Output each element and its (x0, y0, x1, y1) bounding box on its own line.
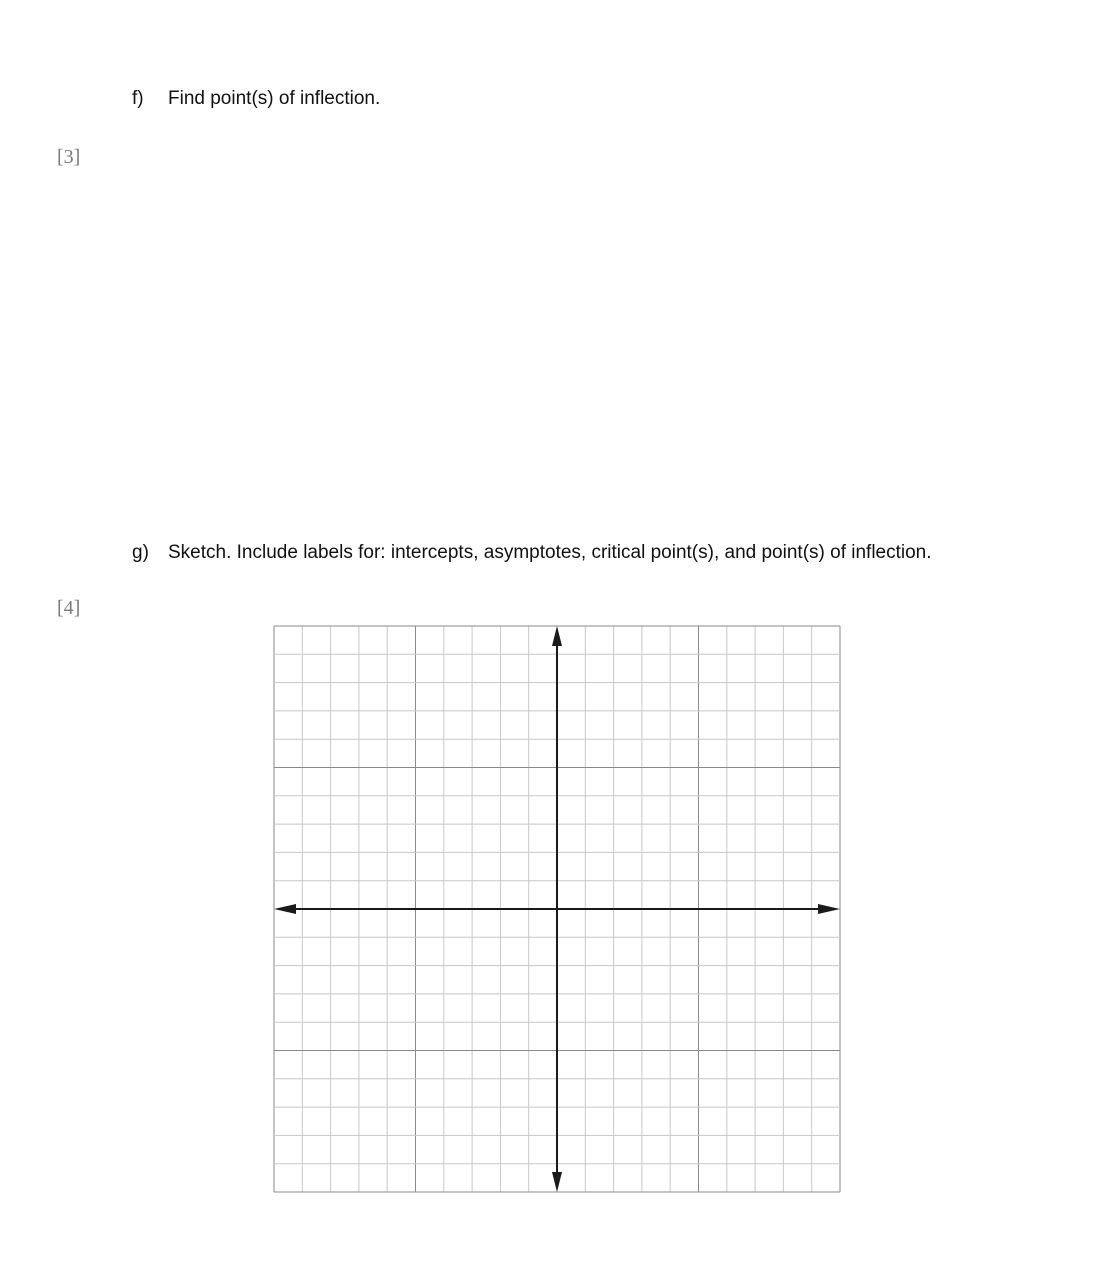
question-f-text: Find point(s) of inflection. (168, 88, 381, 109)
y-axis-down-arrow-icon (552, 1172, 562, 1192)
question-f-prompt (132, 88, 380, 110)
x-axis-right-arrow-icon (818, 904, 840, 914)
question-f-marks: [3] (57, 146, 81, 168)
graph-grid (270, 622, 842, 1196)
y-axis-up-arrow-icon (552, 626, 562, 646)
question-g-text: Sketch. Include labels for: intercepts, asymptotes, critical point(s), and point(s) of inflection. (168, 542, 932, 563)
question-g-prompt (132, 542, 932, 564)
x-axis-left-arrow-icon (274, 904, 296, 914)
question-g-label: g) (132, 542, 149, 563)
question-g-marks: [4] (57, 597, 81, 619)
question-f-label: f) (132, 88, 144, 109)
